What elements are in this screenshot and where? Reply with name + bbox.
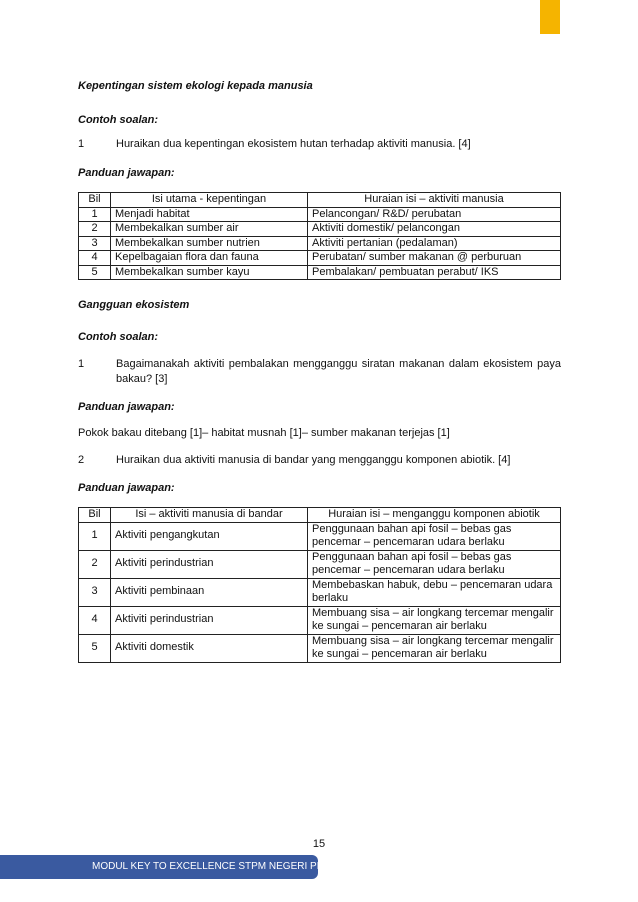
table-row (79, 550, 561, 578)
cell-bil: 2 (79, 222, 111, 237)
corner-tab (540, 0, 560, 34)
cell-isi: Aktiviti pembinaan (111, 578, 308, 606)
kepentingan-table (78, 192, 561, 280)
cell-bil: 3 (79, 236, 111, 251)
answer-text: Pokok bakau ditebang [1]– habitat musnah [1]– sumber makanan terjejas [1] (78, 427, 450, 439)
panduan-jawapan-label: Panduan jawapan: (78, 167, 175, 179)
table-row (79, 522, 561, 550)
header-isi: Isi utama - kepentingan (111, 193, 308, 208)
question-1 (78, 357, 561, 387)
footer-module-title: MODUL KEY TO EXCELLENCE STPM NEGERI PERAK (0, 855, 318, 879)
page-number: 15 (312, 838, 326, 850)
cell-isi: Membekalkan sumber air (111, 222, 308, 237)
header-bil: Bil (79, 193, 111, 208)
cell-huraian: Pelancongan/ R&D/ perubatan (308, 207, 561, 222)
cell-isi: Aktiviti perindustrian (111, 550, 308, 578)
table-row (79, 207, 561, 222)
table-row (79, 222, 561, 237)
table-header-row (79, 508, 561, 523)
cell-bil: 4 (79, 606, 111, 634)
table-header-row (79, 193, 561, 208)
header-bil: Bil (79, 508, 111, 523)
cell-huraian: Penggunaan bahan api fosil – bebas gas pencemar – pencemaran udara berlaku (308, 522, 561, 550)
contoh-soalan-label: Contoh soalan: (78, 114, 159, 126)
cell-isi: Aktiviti pengangkutan (111, 522, 308, 550)
section-heading-kepentingan: Kepentingan sistem ekologi kepada manusia (78, 80, 313, 92)
question-text: Huraikan dua kepentingan ekosistem hutan terhadap aktiviti manusia. [4] (116, 138, 471, 150)
table-row (79, 606, 561, 634)
question-text: Huraikan dua aktiviti manusia di bandar yang mengganggu komponen abiotik. [4] (116, 454, 511, 466)
panduan-jawapan-label: Panduan jawapan: (78, 401, 175, 413)
cell-bil: 2 (79, 550, 111, 578)
contoh-soalan-label: Contoh soalan: (78, 331, 159, 343)
cell-huraian: Perubatan/ sumber makanan @ perburuan (308, 251, 561, 266)
cell-bil: 5 (79, 634, 111, 662)
cell-bil: 3 (79, 578, 111, 606)
table-row (79, 251, 561, 266)
table-row (79, 634, 561, 662)
section-heading-gangguan: Gangguan ekosistem (78, 299, 190, 311)
question-number: 1 (78, 358, 85, 370)
cell-huraian: Aktiviti domestik/ pelancongan (308, 222, 561, 237)
question-number: 2 (78, 454, 85, 466)
cell-bil: 5 (79, 265, 111, 280)
cell-isi: Aktiviti perindustrian (111, 606, 308, 634)
cell-isi: Kepelbagaian flora dan fauna (111, 251, 308, 266)
table-row (79, 578, 561, 606)
table-row (79, 236, 561, 251)
cell-isi: Membekalkan sumber nutrien (111, 236, 308, 251)
header-isi: Isi – aktiviti manusia di bandar (111, 508, 308, 523)
header-huraian: Huraian isi – aktiviti manusia (308, 193, 561, 208)
cell-isi: Membekalkan sumber kayu (111, 265, 308, 280)
gangguan-table (78, 507, 561, 663)
table-row (79, 265, 561, 280)
cell-isi: Aktiviti domestik (111, 634, 308, 662)
question-2 (78, 453, 561, 468)
question-number: 1 (78, 138, 85, 150)
page-content (78, 78, 561, 663)
cell-huraian: Aktiviti pertanian (pedalaman) (308, 236, 561, 251)
question-1 (78, 137, 561, 152)
cell-bil: 1 (79, 207, 111, 222)
cell-huraian: Penggunaan bahan api fosil – bebas gas pencemar – pencemaran udara berlaku (308, 550, 561, 578)
question-text: Bagaimanakah aktiviti pembalakan mengganggu siratan makanan dalam ekosistem paya bakau? [3] (116, 358, 561, 385)
cell-isi: Menjadi habitat (111, 207, 308, 222)
cell-bil: 1 (79, 522, 111, 550)
cell-huraian: Pembalakan/ pembuatan perabut/ IKS (308, 265, 561, 280)
cell-huraian: Membuang sisa – air longkang tercemar mengalir ke sungai – pencemaran air berlaku (308, 634, 561, 662)
cell-huraian: Membebaskan habuk, debu – pencemaran udara berlaku (308, 578, 561, 606)
cell-bil: 4 (79, 251, 111, 266)
cell-huraian: Membuang sisa – air longkang tercemar mengalir ke sungai – pencemaran air berlaku (308, 606, 561, 634)
header-huraian: Huraian isi – menganggu komponen abiotik (308, 508, 561, 523)
panduan-jawapan-label: Panduan jawapan: (78, 482, 175, 494)
